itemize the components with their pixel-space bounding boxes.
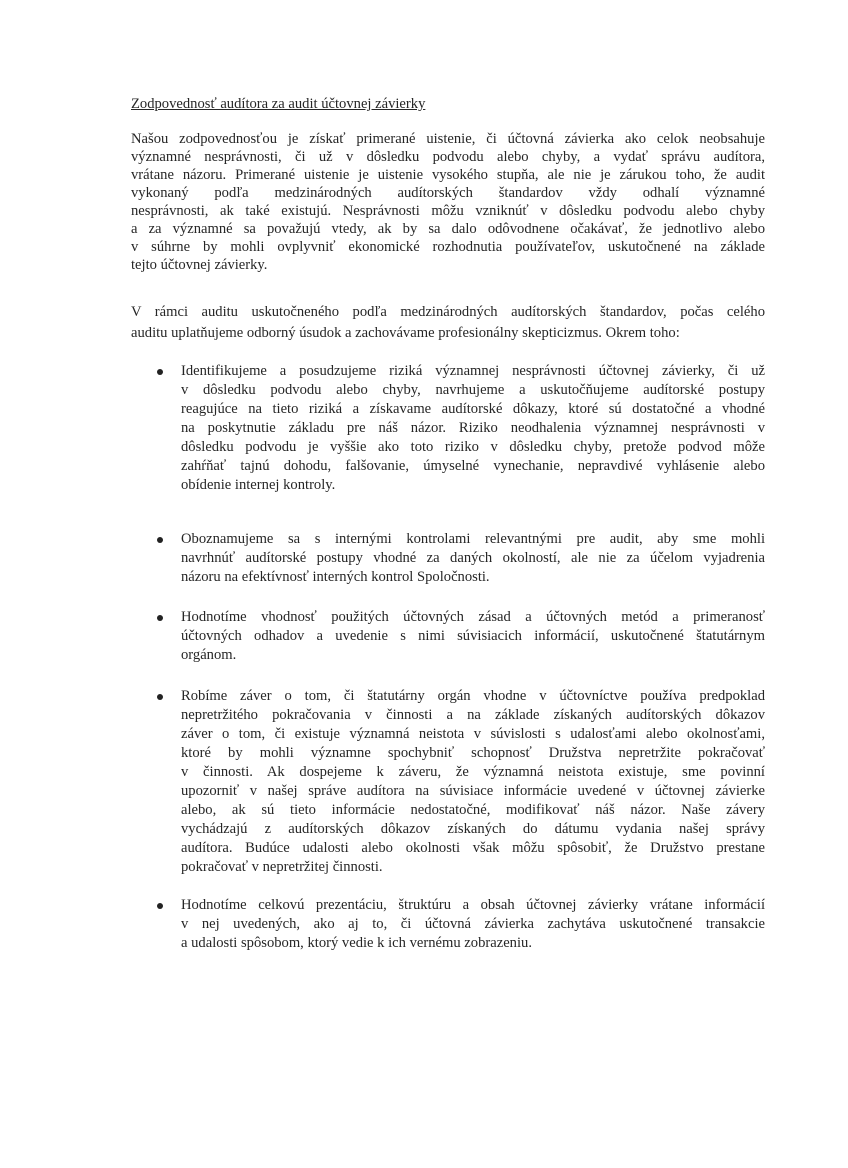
paragraph bbox=[131, 302, 765, 344]
section-title: Zodpovednosť audítora za audit účtovnej závierky bbox=[131, 96, 426, 112]
text-line: účtovných odhadov a uvedenie s nimi súvisiacich informácií, uskutočnené štatutárnym bbox=[181, 628, 765, 644]
text-line: reagujúce na tieto riziká a získavame audítorské dôkazy, ktoré sú dostatočné a vhodné bbox=[181, 401, 765, 417]
bullet-item bbox=[181, 896, 765, 953]
text-line: vychádzajú z audítorských dôkazov získaných do dátumu vydania našej správy bbox=[181, 821, 765, 837]
text-line: v dôsledku podvodu alebo chyby, navrhujeme a uskutočňujeme audítorské postupy bbox=[181, 382, 765, 398]
text-line: Identifikujeme a posudzujeme riziká významnej nesprávnosti účtovnej závierky, či už bbox=[181, 363, 765, 379]
text-line: záver o tom, či existuje významná neistota v súvislosti s udalosťami alebo okolnosťami, bbox=[181, 726, 765, 742]
text-line: Robíme záver o tom, či štatutárny orgán vhodne v účtovníctve používa predpoklad bbox=[181, 688, 765, 704]
text-line: zahŕňať tajnú dohodu, falšovanie, úmyselné vynechanie, nepravdivé vyhlásenie alebo bbox=[181, 458, 765, 474]
text-line: vykonaný podľa medzinárodných audítorských štandardov vždy odhalí významné bbox=[131, 185, 765, 201]
text-line: nesprávnosti, ak také existujú. Nesprávnosti môžu vzniknúť v dôsledku podvodu alebo chyby bbox=[131, 203, 765, 219]
paragraph bbox=[131, 130, 765, 274]
bullet-icon bbox=[157, 369, 163, 375]
text-line: názoru na efektívnosť interných kontrol Spoločnosti. bbox=[181, 569, 490, 585]
text-line: Hodnotíme vhodnosť použitých účtovných zásad a účtovných metód a primeranosť bbox=[181, 609, 765, 625]
text-line: dôsledku podvodu je vyššie ako toto riziko v dôsledku chyby, pretože podvod môže bbox=[181, 439, 765, 455]
text-line: navrhnúť audítorské postupy vhodné za daných okolností, ale nie za účelom vyjadrenia bbox=[181, 550, 765, 566]
bullet-item bbox=[181, 530, 765, 587]
text-line: tejto účtovnej závierky. bbox=[131, 257, 268, 273]
text-line: upozorniť v našej správe audítora na súvisiace informácie uvedené v účtovnej závierke bbox=[181, 783, 765, 799]
bullet-icon bbox=[157, 537, 163, 543]
text-line: pokračovať v nepretržitej činnosti. bbox=[181, 859, 383, 875]
text-line: v súhrne by mohli ovplyvniť ekonomické rozhodnutia používateľov, uskutočnené na základe bbox=[131, 239, 765, 255]
text-line: audítora. Budúce udalosti alebo okolnosti však môžu spôsobiť, že Družstvo prestane bbox=[181, 840, 765, 856]
text-line: V rámci auditu uskutočneného podľa medzinárodných audítorských štandardov, počas celého bbox=[131, 304, 765, 320]
text-line: a udalosti spôsobom, ktorý vedie k ich vernému zobrazeniu. bbox=[181, 935, 532, 951]
bullet-item bbox=[181, 608, 765, 665]
text-line: v činnosti. Ak dospejeme k záveru, že významná neistota existuje, sme povinní bbox=[181, 764, 765, 780]
text-line: nepretržitého pokračovania v činnosti a na základe získaných audítorských dôkazov bbox=[181, 707, 765, 723]
text-line: ktoré by mohli významne spochybniť schopnosť Družstva nepretržite pokračovať bbox=[181, 745, 765, 761]
bullet-icon bbox=[157, 903, 163, 909]
text-line: a za významné sa považujú vtedy, ak by sa dalo odôvodnene očakávať, že jednotlivo alebo bbox=[131, 221, 765, 237]
text-line: Oboznamujeme sa s internými kontrolami relevantnými pre audit, aby sme mohli bbox=[181, 531, 765, 547]
text-line: orgánom. bbox=[181, 647, 237, 663]
text-line: na poskytnutie základu pre náš názor. Riziko neodhalenia významnej nesprávnosti v bbox=[181, 420, 765, 436]
text-line: Našou zodpovednosťou je získať primerané uistenie, či účtovná závierka ako celok neobsahuje bbox=[131, 131, 765, 147]
bullet-icon bbox=[157, 615, 163, 621]
text-line: auditu uplatňujeme odborný úsudok a zachovávame profesionálny skepticizmus. Okrem toho: bbox=[131, 325, 680, 341]
bullet-item bbox=[181, 687, 765, 877]
text-line: obídenie internej kontroly. bbox=[181, 477, 336, 493]
bullet-icon bbox=[157, 694, 163, 700]
text-line: významné nesprávnosti, či už v dôsledku podvodu alebo chyby, a vydať správu audítora, bbox=[131, 149, 765, 165]
text-line: alebo, ak sú tieto informácie nedostatočné, modifikovať náš názor. Naše závery bbox=[181, 802, 765, 818]
text-line: v nej uvedených, ako aj to, či účtovná závierka zachytáva uskutočnené transakcie bbox=[181, 916, 765, 932]
text-line: vrátane názoru. Primerané uistenie je uistenie vysokého stupňa, ale nie je zárukou toho, že audit bbox=[131, 167, 765, 183]
bullet-item bbox=[181, 362, 765, 495]
text-line: Hodnotíme celkovú prezentáciu, štruktúru a obsah účtovnej závierky vrátane informácií bbox=[181, 897, 765, 913]
